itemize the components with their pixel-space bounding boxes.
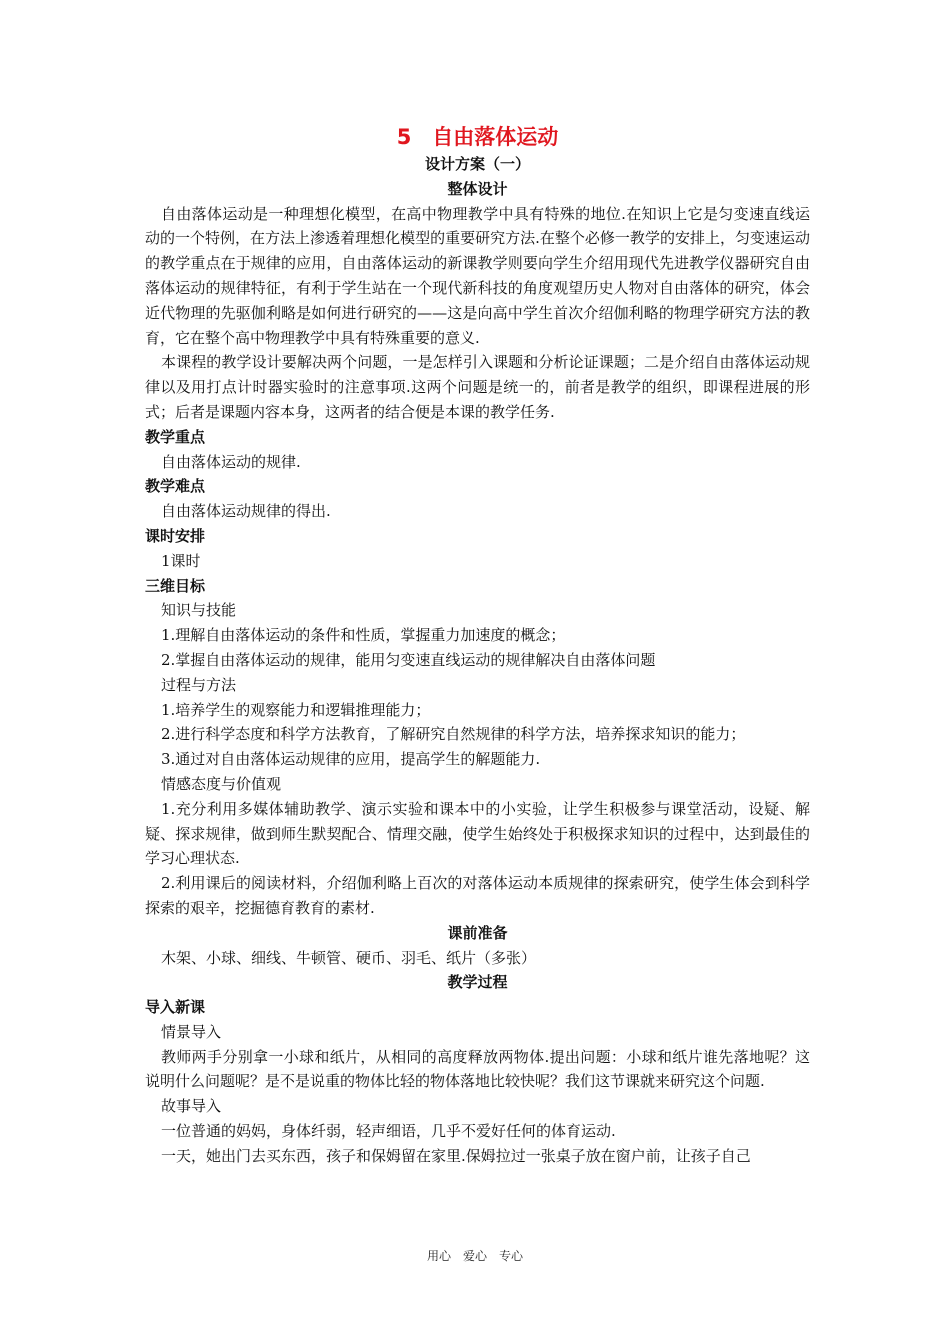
scene-text: 教师两手分别拿一小球和纸片，从相同的高度释放两物体.提出问题：小球和纸片谁先落地呢？这说明什么问题呢？是不是说重的物体比轻的物体落地比较快呢？我们这节课就来研究这个问题. — [145, 1047, 810, 1091]
preparation-text: 木架、小球、细线、牛顿管、硬币、羽毛、纸片（多张） — [161, 948, 537, 967]
attitude-item: 1.充分利用多媒体辅助教学、演示实验和课本中的小实验，让学生积极参与课堂活动，设疑、解疑、探求规律，做到师生默契配合、情理交融，使学生始终处于积极探求知识的过程中，达到最佳的学习心理状态. — [145, 799, 810, 868]
process-item: 3.通过对自由落体运动规律的应用，提高学生的解题能力. — [161, 750, 541, 769]
process-item: 1.培养学生的观察能力和逻辑推理能力； — [161, 700, 431, 719]
page-title: 5 自由落体运动 — [396, 125, 559, 149]
scene-label: 情景导入 — [161, 1022, 222, 1041]
difficulty-heading: 教学难点 — [145, 477, 206, 496]
intro-lesson-heading: 导入新课 — [145, 998, 206, 1017]
overall-heading: 整体设计 — [447, 179, 508, 198]
knowledge-item: 2.掌握自由落体运动的规律，能用匀变速直线运动的规律解决自由落体问题 — [161, 650, 656, 669]
story-label: 故事导入 — [161, 1097, 222, 1116]
difficulty-text: 自由落体运动规律的得出. — [161, 502, 331, 521]
design-subtitle: 设计方案（一） — [424, 155, 530, 173]
attitude-label: 情感态度与价值观 — [161, 774, 282, 793]
knowledge-label: 知识与技能 — [161, 601, 237, 620]
preparation-heading: 课前准备 — [447, 923, 508, 942]
attitude-item: 2.利用课后的阅读材料，介绍伽利略上百次的对落体运动本质规律的探索研究，使学生体会到科学探索的艰辛，挖掘德育教育的素材. — [145, 874, 810, 917]
knowledge-item: 1.理解自由落体运动的条件和性质，掌握重力加速度的概念； — [161, 626, 566, 645]
page-footer: 用心 爱心 专心 — [426, 1249, 523, 1263]
key-point-text: 自由落体运动的规律. — [161, 452, 301, 471]
key-point-heading: 教学重点 — [145, 427, 206, 446]
story-line: 一位普通的妈妈，身体纤弱，轻声细语，几乎不爱好任何的体育运动. — [161, 1122, 616, 1141]
page-content — [145, 122, 810, 1169]
process-label: 过程与方法 — [161, 675, 237, 694]
story-line: 一天，她出门去买东西，孩子和保姆留在家里.保姆拉过一张桌子放在窗户前，让孩子自己 — [161, 1146, 751, 1165]
process-heading: 教学过程 — [447, 973, 508, 992]
intro-paragraph: 本课程的教学设计要解决两个问题，一是怎样引入课题和分析论证课题；二是介绍自由落体运动规律以及用打点计时器实验时的注意事项.这两个问题是统一的，前者是教学的组织，即课程进展的形式；后者是课题内容本身，这两者的结合便是本课的教学任务. — [145, 353, 810, 421]
process-item: 2.进行科学态度和科学方法教育，了解研究自然规律的科学方法，培养探求知识的能力； — [161, 725, 746, 744]
schedule-text: 1课时 — [161, 551, 201, 570]
objectives-heading: 三维目标 — [145, 576, 206, 595]
schedule-heading: 课时安排 — [145, 526, 206, 545]
intro-paragraph: 自由落体运动是一种理想化模型，在高中物理教学中具有特殊的地位.在知识上它是匀变速直线运动的一个特例，在方法上渗透着理想化模型的重要研究方法.在整个必修一教学的安排上，匀变速运动的教学重点在于规律的应用，自由落体运动的新课教学则要向学生介绍用现代先进教学仪器研究自由落体运动的规律特征，有利于学生站在一个现代新科技的角度观望历史人物对自由落体的研究，体会近代物理的先驱伽利略是如何进行研究的——这是向高中学生首次介绍伽利略的物理学研究方法的教育，它在整个高中物理教学中具有特殊重要的意义. — [145, 204, 810, 347]
